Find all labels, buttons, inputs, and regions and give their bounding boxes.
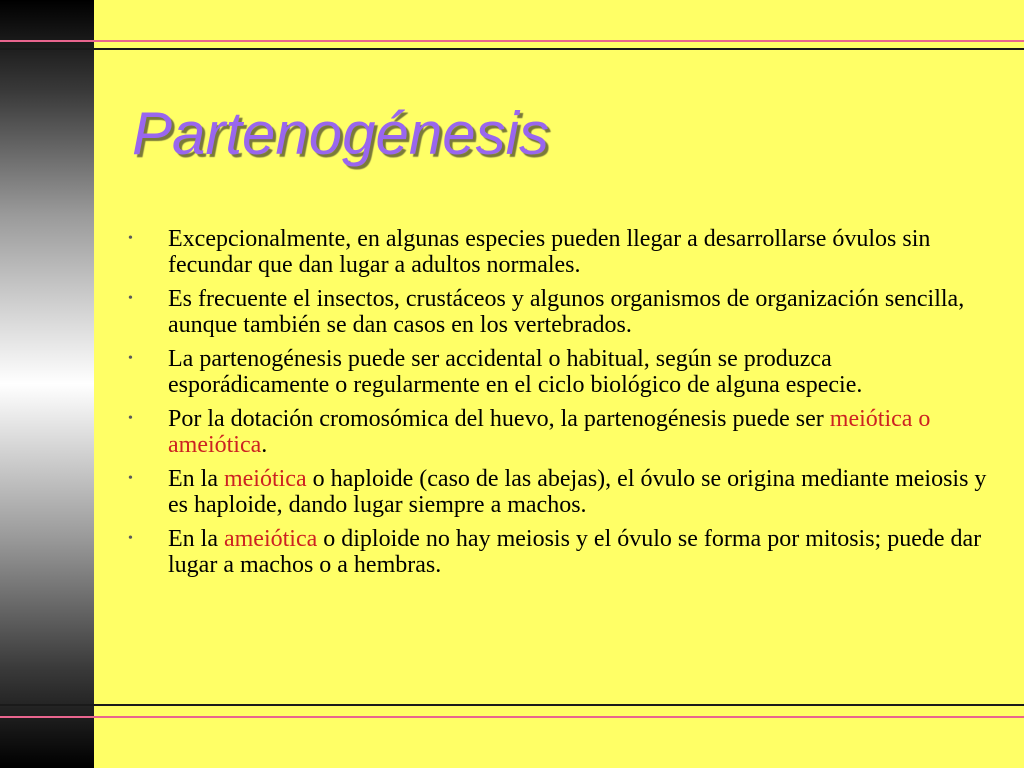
bullet-list bbox=[128, 226, 988, 586]
bullet-text: La partenogénesis puede ser accidental o habitual, según se produzca esporádicamente o regularmente en el ciclo biológico de alguna especie. bbox=[168, 346, 863, 398]
bullet-item-3 bbox=[128, 346, 988, 398]
bullet-item-1 bbox=[128, 226, 988, 278]
bullet-text-before: En la bbox=[168, 526, 224, 552]
bullet-icon: • bbox=[128, 291, 133, 306]
bullet-item-4 bbox=[128, 406, 988, 458]
bottom-dark-rule bbox=[0, 704, 1024, 706]
bullet-text-before: En la bbox=[168, 466, 224, 492]
bullet-item-6 bbox=[128, 526, 988, 578]
bottom-pink-rule bbox=[0, 716, 1024, 718]
bullet-icon: • bbox=[128, 411, 133, 426]
bullet-item-2 bbox=[128, 286, 988, 338]
bullet-text-before: Por la dotación cromosómica del huevo, la partenogénesis puede ser bbox=[168, 406, 830, 432]
highlight-term: meiótica o ameiótica bbox=[168, 406, 931, 458]
slide-title: Partenogénesis bbox=[132, 100, 549, 167]
bullet-text-after: o diploide no hay meiosis y el óvulo se forma por mitosis; puede dar lugar a machos o a hembras. bbox=[168, 526, 982, 578]
top-pink-rule bbox=[0, 40, 1024, 42]
bullet-text: Es frecuente el insectos, crustáceos y algunos organismos de organización sencilla, aunque también se dan casos en los vertebrados. bbox=[168, 286, 965, 338]
highlight-term: ameiótica bbox=[223, 526, 318, 552]
bullet-icon: • bbox=[128, 351, 133, 366]
bullet-text-after: . bbox=[261, 432, 268, 458]
side-gradient-bar bbox=[0, 0, 94, 768]
bullet-icon: • bbox=[128, 471, 133, 486]
bullet-icon: • bbox=[128, 531, 133, 546]
top-dark-rule bbox=[0, 48, 1024, 50]
bullet-text: Excepcionalmente, en algunas especies pueden llegar a desarrollarse óvulos sin fecundar que dan lugar a adultos normales. bbox=[168, 226, 931, 278]
bullet-icon: • bbox=[128, 231, 133, 246]
highlight-term: meiótica bbox=[223, 466, 307, 492]
bullet-item-5 bbox=[128, 466, 988, 518]
bullet-text-after: o haploide (caso de las abejas), el óvulo se origina mediante meiosis y es haploide, dando lugar siempre a machos. bbox=[168, 466, 987, 518]
